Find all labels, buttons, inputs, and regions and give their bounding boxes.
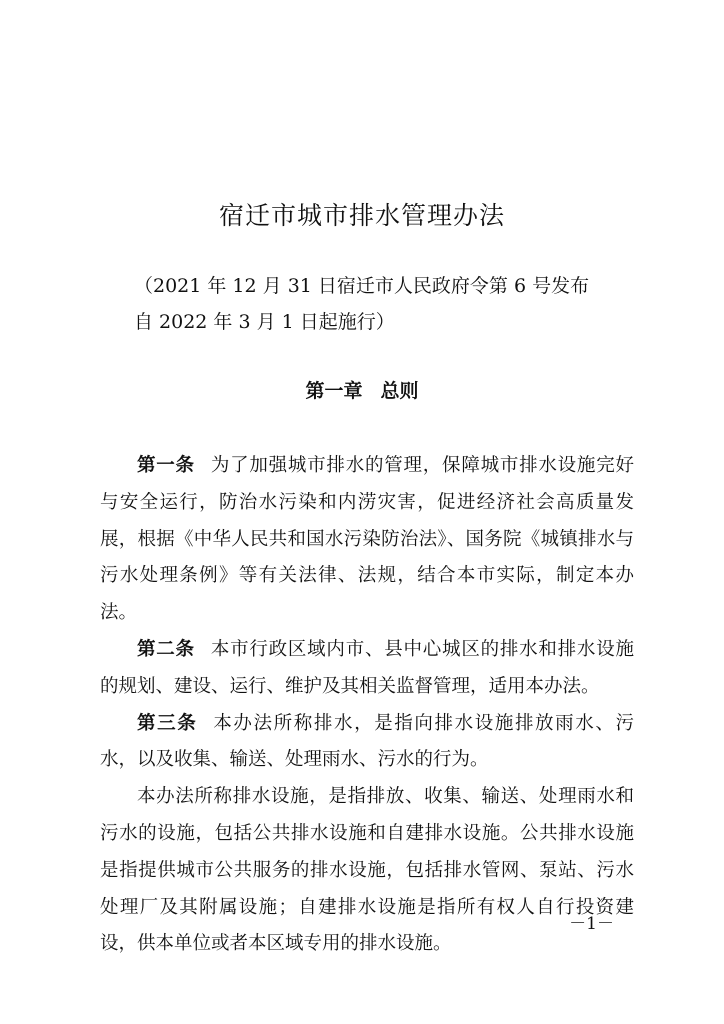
article-label: 第三条 bbox=[137, 712, 198, 734]
article-text: 本办法所称排水，是指向排水设施排放雨水、污水，以及收集、输送、处理雨水、污水的行为。 bbox=[100, 712, 634, 771]
issuance-line-1: （2021 年 12 月 31 日宿迁市人民政府令第 6 号发布 bbox=[134, 275, 590, 297]
chapter-name: 总则 bbox=[380, 380, 419, 402]
article-2 bbox=[100, 632, 634, 706]
article-3-paragraph-2 bbox=[100, 779, 634, 963]
chapter-number: 第一章 bbox=[305, 380, 363, 402]
document-title: 宿迁市城市排水管理办法 bbox=[218, 201, 505, 230]
article-1 bbox=[100, 448, 634, 632]
body-text bbox=[100, 448, 634, 963]
article-text: 本市行政区域内市、县中心城区的排水和排水设施的规划、建设、运行、维护及其相关监督管理，适用本办法。 bbox=[100, 638, 634, 697]
page-number: －1－ bbox=[569, 914, 614, 934]
issuance-line-2: 自 2022 年 3 月 1 日起施行） bbox=[134, 311, 395, 333]
article-label: 第二条 bbox=[137, 638, 195, 660]
paragraph-text: 本办法所称排水设施，是指排放、收集、输送、处理雨水和污水的设施，包括公共排水设施和自建排水设施。公共排水设施是指提供城市公共服务的排水设施，包括排水管网、泵站、污水处理厂及其附属设施；自建排水设施是指所有权人自行投资建设，供本单位或者本区域专用的排水设施。 bbox=[100, 786, 634, 955]
article-label: 第一条 bbox=[137, 455, 195, 476]
issuance-note bbox=[102, 268, 642, 340]
article-3 bbox=[100, 706, 634, 780]
chapter-heading bbox=[0, 376, 724, 406]
article-text: 为了加强城市排水的管理，保障城市排水设施完好与安全运行，防治水污染和内涝灾害，促进经济社会高质量发展，根据《中华人民共和国水污染防治法》、国务院《城镇排水与污水处理条例》等有关法律、法规，结合本市实际，制定本办法。 bbox=[100, 455, 634, 624]
